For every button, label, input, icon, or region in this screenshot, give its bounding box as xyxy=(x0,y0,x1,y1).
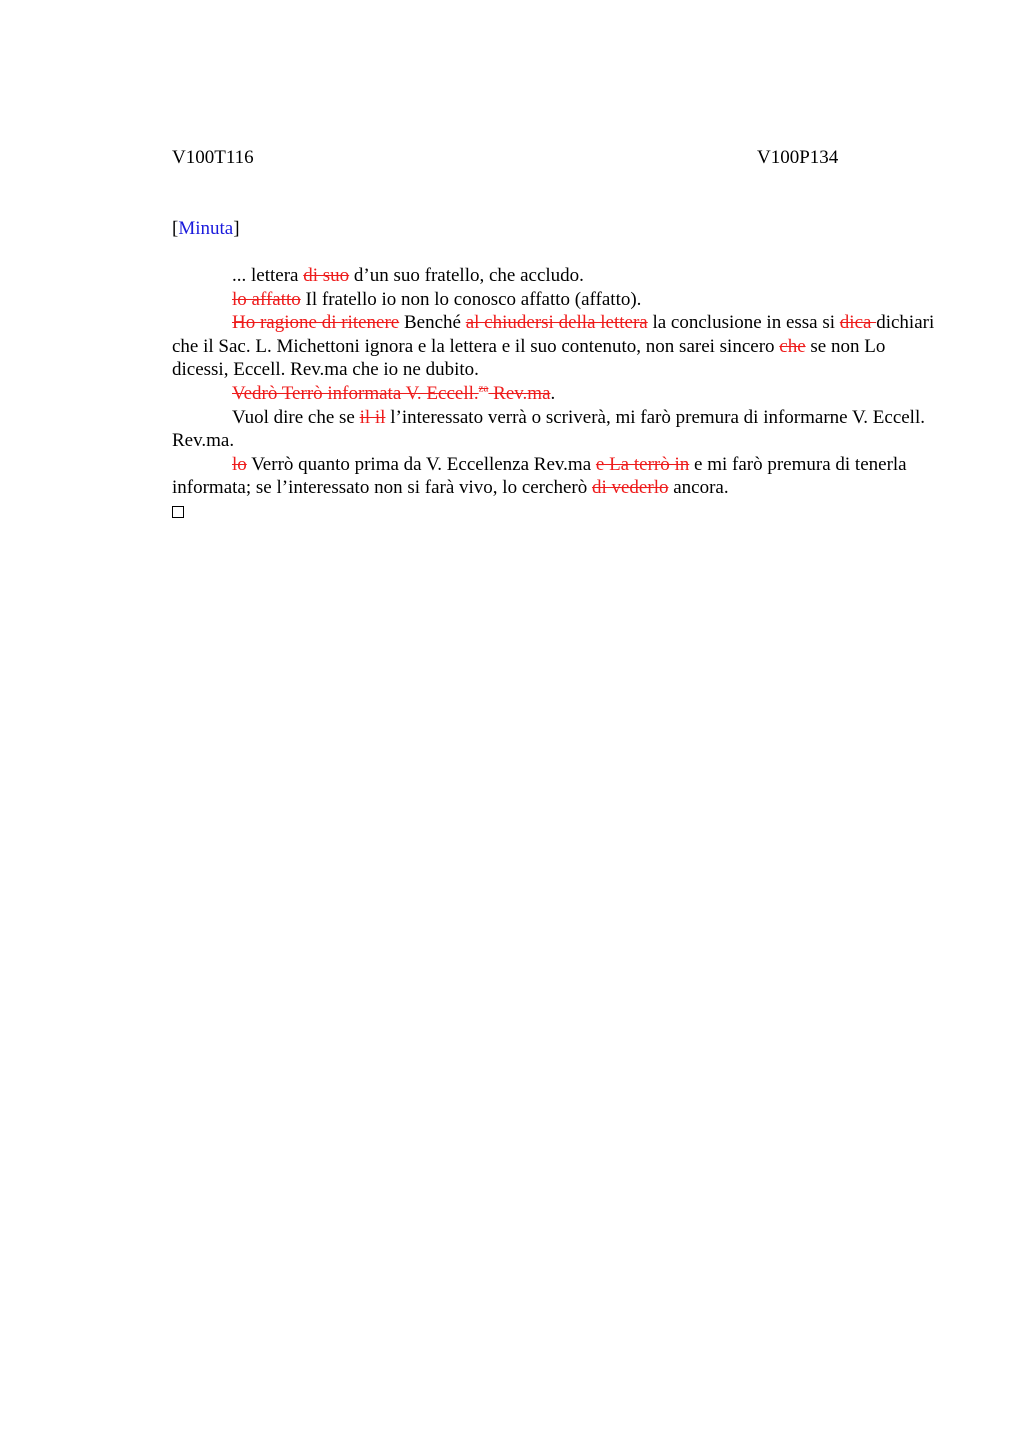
text-segment: Verrò quanto prima da V. Eccellenza Rev.ma xyxy=(246,453,596,475)
paragraph-1 xyxy=(172,264,942,288)
text-segment: d’un suo fratello, che accludo. xyxy=(349,265,584,286)
text-segment: se non Lo dicessi, Eccell. Rev.ma che io ne dubito. xyxy=(172,335,886,381)
deleted-text: lo affatto xyxy=(232,288,301,310)
document-header xyxy=(172,145,942,171)
paragraph-6 xyxy=(172,453,942,500)
text-segment: . xyxy=(550,382,556,404)
deleted-text: al chiudersi della lettera xyxy=(465,312,648,334)
paragraph-3 xyxy=(172,311,942,382)
deleted-text: di suo xyxy=(303,265,350,286)
empty-square-icon xyxy=(172,506,184,518)
label-open-bracket: [ xyxy=(172,218,179,239)
document-label xyxy=(172,216,942,242)
text-segment: Benché xyxy=(399,312,466,334)
deleted-text: dica xyxy=(839,312,877,334)
deleted-text: Ho ragione di ritenere xyxy=(232,312,400,334)
deleted-text: Vedrò Terrò informata V. Eccell. xyxy=(232,382,479,404)
document-page xyxy=(172,145,942,525)
text-segment: Il fratello io non lo conosco affatto (affatto). xyxy=(300,288,642,310)
text-segment: la conclusione in essa si xyxy=(647,312,840,334)
label-word: Minuta xyxy=(178,218,234,239)
text-segment: ... lettera xyxy=(232,265,304,286)
text-segment: e mi farò premura di tenerla informata; se l’interessato non si farà vivo, lo cercherò xyxy=(172,453,907,499)
deleted-text: il il xyxy=(359,406,386,428)
text-segment: dichiari che il Sac. L. Michettoni ignora e la lettera e il suo contenuto, non sarei sincero xyxy=(172,312,935,357)
paragraph-2 xyxy=(172,288,942,312)
paragraph-4 xyxy=(172,382,942,406)
text-segment: l’interessato verrà o scriverà, mi farò premura di informarne V. Eccell. Rev.ma. xyxy=(172,406,925,452)
deleted-text: che xyxy=(779,335,806,357)
deleted-text: di vederlo xyxy=(591,477,669,499)
label-close-bracket: ] xyxy=(233,218,240,239)
header-left-code: V100T116 xyxy=(172,147,254,168)
text-segment: ancora. xyxy=(668,477,729,499)
text-segment: Vuol dire che se xyxy=(232,406,360,428)
document-body xyxy=(172,264,942,525)
deleted-text: lo xyxy=(232,453,247,475)
deleted-superscript: za xyxy=(478,382,489,395)
deleted-text: e La terrò in xyxy=(595,453,690,475)
end-marker xyxy=(172,500,942,525)
deleted-text: Rev.ma xyxy=(488,382,551,404)
header-right-code: V100P134 xyxy=(757,147,839,168)
paragraph-5 xyxy=(172,406,942,453)
